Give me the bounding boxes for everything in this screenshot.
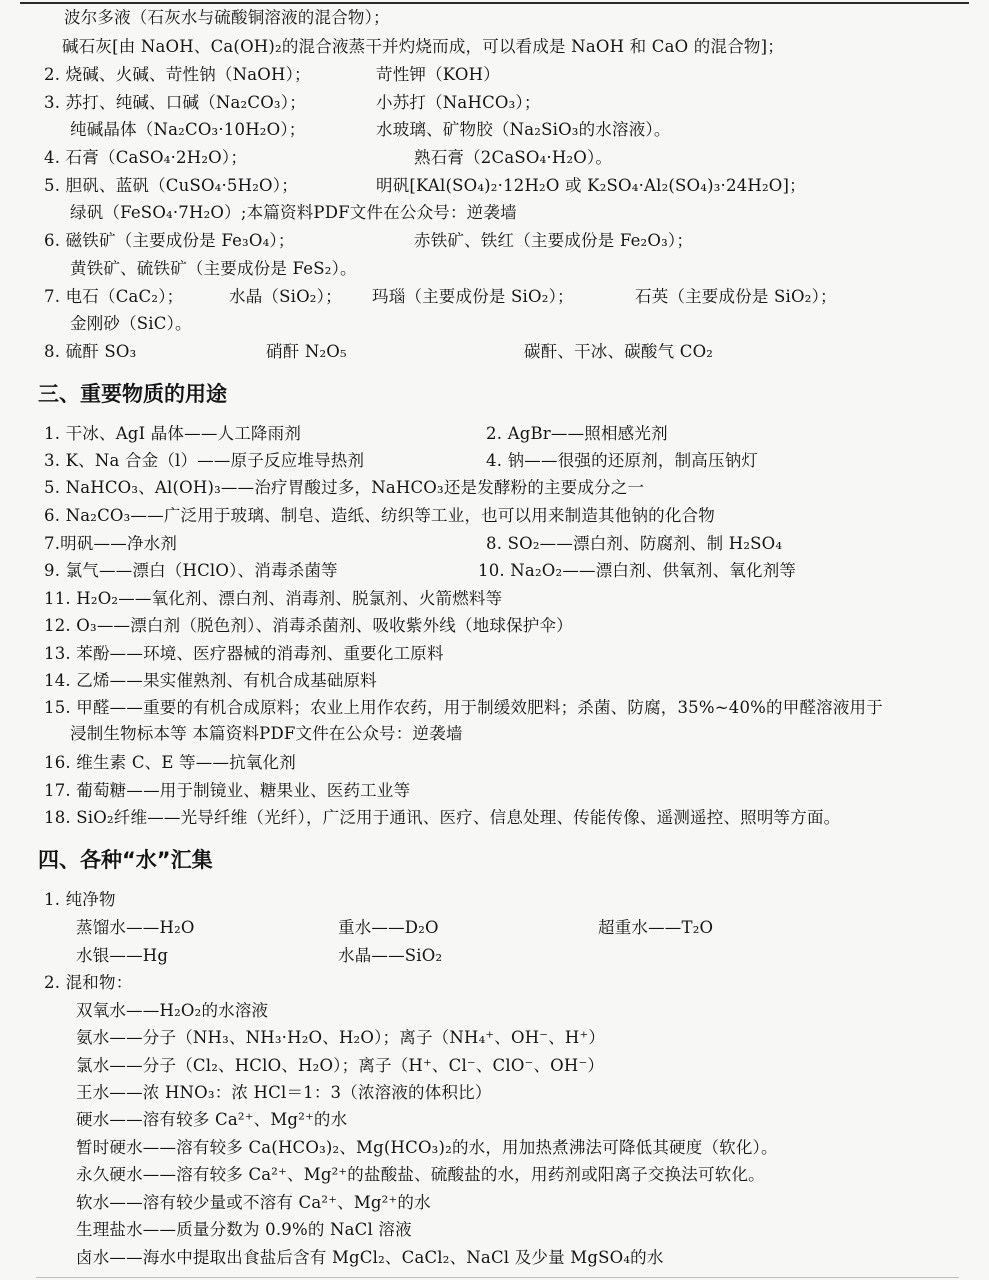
mix-6: 暂时硬水——溶有较多 Ca(HCO₃)₂、Mg(HCO₃)₂的水，用加热煮沸法可降低其硬度（软化）。 xyxy=(76,1138,778,1157)
pure-5: 水晶——SiO₂ xyxy=(338,946,443,965)
line-3a: 3. 苏打、纯碱、口碱（Na₂CO₃）； xyxy=(44,93,306,112)
use-10: 10. Na₂O₂——漂白剂、供氧剂、氧化剂等 xyxy=(478,561,797,580)
use-5: 5. NaHCO₃、Al(OH)₃——治疗胃酸过多，NaHCO₃还是发酵粉的主要成分之一 xyxy=(44,478,645,497)
use-2: 2. AgBr——照相感光剂 xyxy=(486,424,668,443)
line-6b: 赤铁矿、铁红（主要成份是 Fe₂O₃）； xyxy=(414,231,694,250)
line-2a: 2. 烧碱、火碱、苛性钠（NaOH）； xyxy=(44,65,311,84)
line-soda-lime: 碱石灰[由 NaOH、Ca(OH)₂的混合液蒸干并灼烧而成，可以看成是 NaOH 和 CaO 的混合物]； xyxy=(62,37,784,56)
pure-3: 超重水——T₂O xyxy=(598,918,714,937)
line-3d: 水玻璃、矿物胶（Na₂SiO₃的水溶液）。 xyxy=(376,120,671,139)
line-bordeaux: 波尔多液（石灰水与硫酸铜溶液的混合物）； xyxy=(64,8,390,27)
use-14: 14. 乙烯——果实催熟剂、有机合成基础原料 xyxy=(44,671,377,690)
use-13: 13. 苯酚——环境、医疗器械的消毒剂、重要化工原料 xyxy=(44,644,444,663)
use-7: 7.明矾——净水剂 xyxy=(44,534,178,553)
mix-1: 双氧水——H₂O₂的水溶液 xyxy=(76,1001,269,1020)
mix-10: 卤水——海水中提取出食盐后含有 MgCl₂、CaCl₂、NaCl 及少量 MgSO₄的水 xyxy=(76,1248,664,1267)
pure-heading: 1. 纯净物 xyxy=(44,890,116,909)
mix-5: 硬水——溶有较多 Ca²⁺、Mg²⁺的水 xyxy=(76,1110,348,1129)
line-8a: 8. 硫酐 SO₃ xyxy=(44,342,137,361)
pure-1: 蒸馏水——H₂O xyxy=(76,918,195,937)
use-16: 16. 维生素 C、E 等——抗氧化剂 xyxy=(44,753,296,772)
line-5b: 明矾[KAl(SO₄)₂·12H₂O 或 K₂SO₄·Al₂(SO₄)₃·24H₂O]； xyxy=(376,176,806,195)
top-border xyxy=(20,2,969,4)
line-8c: 碳酐、干冰、碳酸气 CO₂ xyxy=(524,342,714,361)
mix-heading: 2. 混和物： xyxy=(44,973,133,992)
line-2b: 苛性钾（KOH） xyxy=(376,65,500,84)
line-8b: 硝酐 N₂O₅ xyxy=(266,342,347,361)
use-1: 1. 干冰、AgI 晶体——人工降雨剂 xyxy=(44,424,302,443)
bottom-border xyxy=(36,1277,959,1278)
pure-2: 重水——D₂O xyxy=(338,918,439,937)
use-17: 17. 葡萄糖——用于制镜业、糖果业、医药工业等 xyxy=(44,781,411,800)
section-3-title: 三、重要物质的用途 xyxy=(38,382,227,406)
use-15a: 15. 甲醛——重要的有机合成原料；农业上用作农药，用于制缓效肥料；杀菌、防腐，35%~40%的甲醛溶液用于 xyxy=(44,698,883,717)
line-4a: 4. 石膏（CaSO₄·2H₂O）； xyxy=(44,148,248,167)
mix-3: 氯水——分子（Cl₂、HClO、H₂O）；离子（H⁺、Cl⁻、ClO⁻、OH⁻） xyxy=(76,1056,605,1075)
line-7c: 玛瑙（主要成份是 SiO₂）； xyxy=(372,287,574,306)
mix-9: 生理盐水——质量分数为 0.9%的 NaCl 溶液 xyxy=(76,1220,412,1239)
line-7e: 金刚砂（SiC）。 xyxy=(70,314,192,333)
use-3: 3. K、Na 合金（l）——原子反应堆导热剂 xyxy=(44,451,365,470)
line-3b: 小苏打（NaHCO₃）； xyxy=(376,93,541,112)
use-8: 8. SO₂——漂白剂、防腐剂、制 H₂SO₄ xyxy=(486,534,783,553)
mix-2: 氨水——分子（NH₃、NH₃·H₂O、H₂O）；离子（NH₄⁺、OH⁻、H⁺） xyxy=(76,1028,606,1047)
line-5c: 绿矾（FeSO₄·7H₂O）;本篇资料PDF文件在公众号：逆袭墙 xyxy=(70,203,517,222)
line-6c: 黄铁矿、硫铁矿（主要成份是 FeS₂）。 xyxy=(70,259,357,278)
use-18: 18. SiO₂纤维——光导纤维（光纤），广泛用于通讯、医疗、信息处理、传能传像、遥测遥控、照明等方面。 xyxy=(44,808,841,827)
line-3c: 纯碱晶体（Na₂CO₃·10H₂O）； xyxy=(70,120,306,139)
line-5a: 5. 胆矾、蓝矾（CuSO₄·5H₂O）； xyxy=(44,176,298,195)
mix-8: 软水——溶有较少量或不溶有 Ca²⁺、Mg²⁺的水 xyxy=(76,1193,431,1212)
use-12: 12. O₃——漂白剂（脱色剂）、消毒杀菌剂、吸收紫外线（地球保护伞） xyxy=(44,616,573,635)
section-4-title: 四、各种“水”汇集 xyxy=(38,848,213,872)
line-4b: 熟石膏（2CaSO₄·H₂O）。 xyxy=(414,148,613,167)
use-4: 4. 钠——很强的还原剂，制高压钠灯 xyxy=(486,451,759,470)
pure-4: 水银——Hg xyxy=(76,946,169,965)
line-7b: 水晶（SiO₂）； xyxy=(229,287,342,306)
mix-4: 王水——浓 HNO₃：浓 HCl＝1：3（浓溶液的体积比） xyxy=(76,1083,492,1102)
use-6: 6. Na₂CO₃——广泛用于玻璃、制皂、造纸、纺织等工业，也可以用来制造其他钠的化合物 xyxy=(44,506,715,525)
line-6a: 6. 磁铁矿（主要成份是 Fe₃O₄）； xyxy=(44,231,295,250)
mix-7: 永久硬水——溶有较多 Ca²⁺、Mg²⁺的盐酸盐、硫酸盐的水，用药剂或阳离子交换法可软化。 xyxy=(76,1165,765,1184)
use-11: 11. H₂O₂——氧化剂、漂白剂、消毒剂、脱氯剂、火箭燃料等 xyxy=(44,589,503,608)
line-7d: 石英（主要成份是 SiO₂）； xyxy=(635,287,837,306)
use-15b: 浸制生物标本等 本篇资料PDF文件在公众号：逆袭墙 xyxy=(70,724,463,743)
use-9: 9. 氯气——漂白（HClO）、消毒杀菌等 xyxy=(44,561,338,580)
line-7a: 7. 电石（CaC₂）； xyxy=(44,287,184,306)
